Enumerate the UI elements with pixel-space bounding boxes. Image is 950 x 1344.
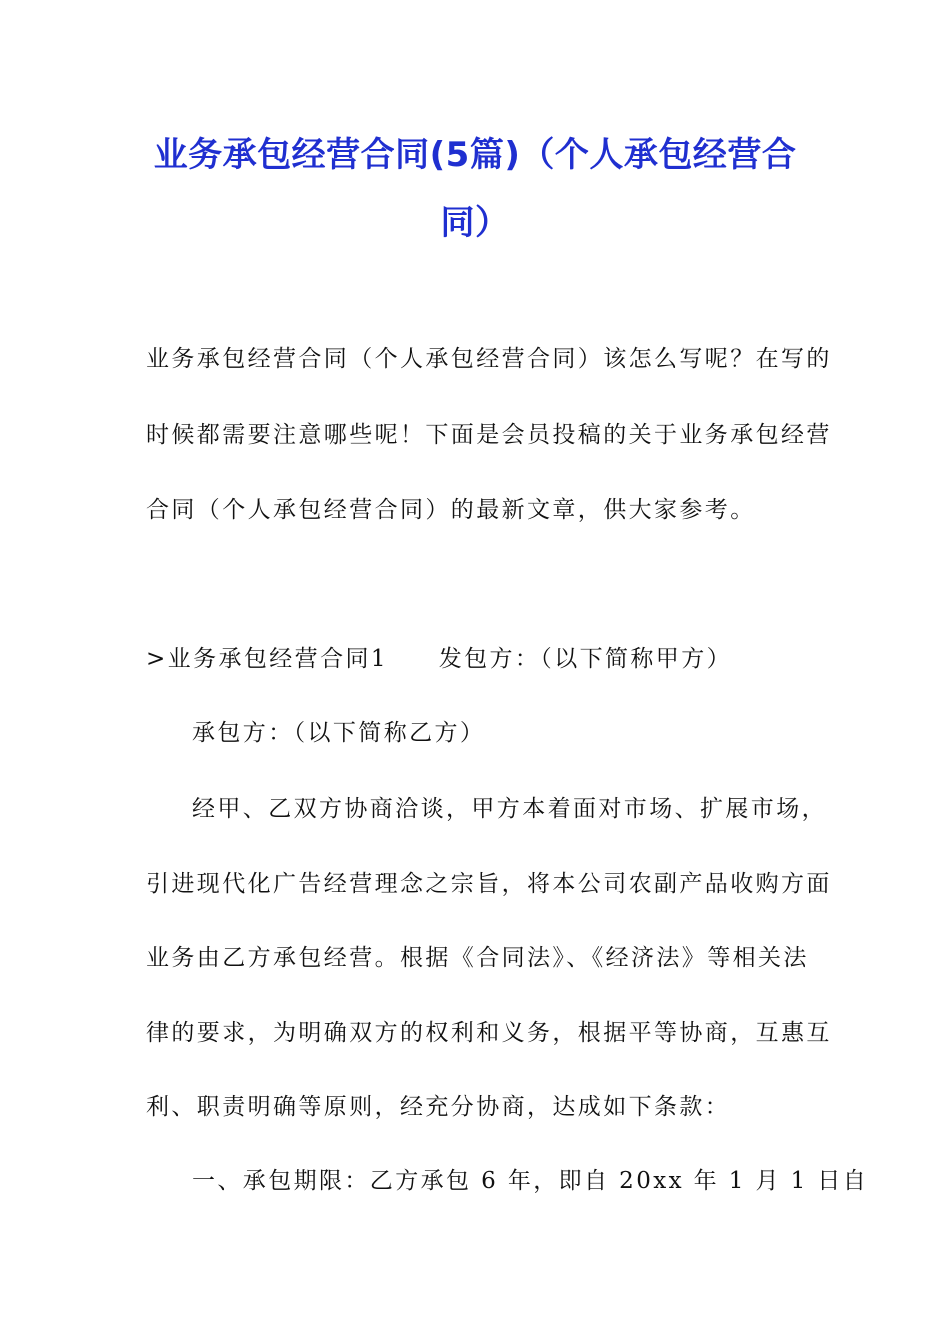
body-line-1: 经甲、乙双方协商洽谈，甲方本着面对市场、扩展市场，: [192, 796, 827, 822]
body-line-4: 律的要求，为明确双方的权利和义务，根据平等协商，互惠互: [146, 1020, 832, 1046]
document-title-line-1: 业务承包经营合同(5篇)（个人承包经营合: [153, 135, 797, 175]
clause-1-line: 一、承包期限：乙方承包 6 年，即自 20xx 年 1 月 1 日自: [192, 1168, 869, 1194]
party-b-line: 承包方：（以下简称乙方）: [192, 720, 486, 746]
intro-line-1: 业务承包经营合同（个人承包经营合同）该怎么写呢？在写的: [146, 346, 832, 372]
body-line-2: 引进现代化广告经营理念之宗旨，将本公司农副产品收购方面: [146, 871, 832, 897]
body-line-5: 利、职责明确等原则，经充分协商，达成如下条款：: [146, 1094, 731, 1120]
intro-line-2: 时候都需要注意哪些呢！下面是会员投稿的关于业务承包经营: [146, 422, 832, 448]
intro-line-3: 合同（个人承包经营合同）的最新文章，供大家参考。: [146, 497, 756, 523]
section-heading-line: >业务承包经营合同1 发包方：（以下简称甲方）: [146, 646, 733, 672]
body-line-3: 业务由乙方承包经营。根据《合同法》、《经济法》等相关法: [146, 945, 809, 971]
document-title-line-2: 同）: [440, 203, 510, 243]
